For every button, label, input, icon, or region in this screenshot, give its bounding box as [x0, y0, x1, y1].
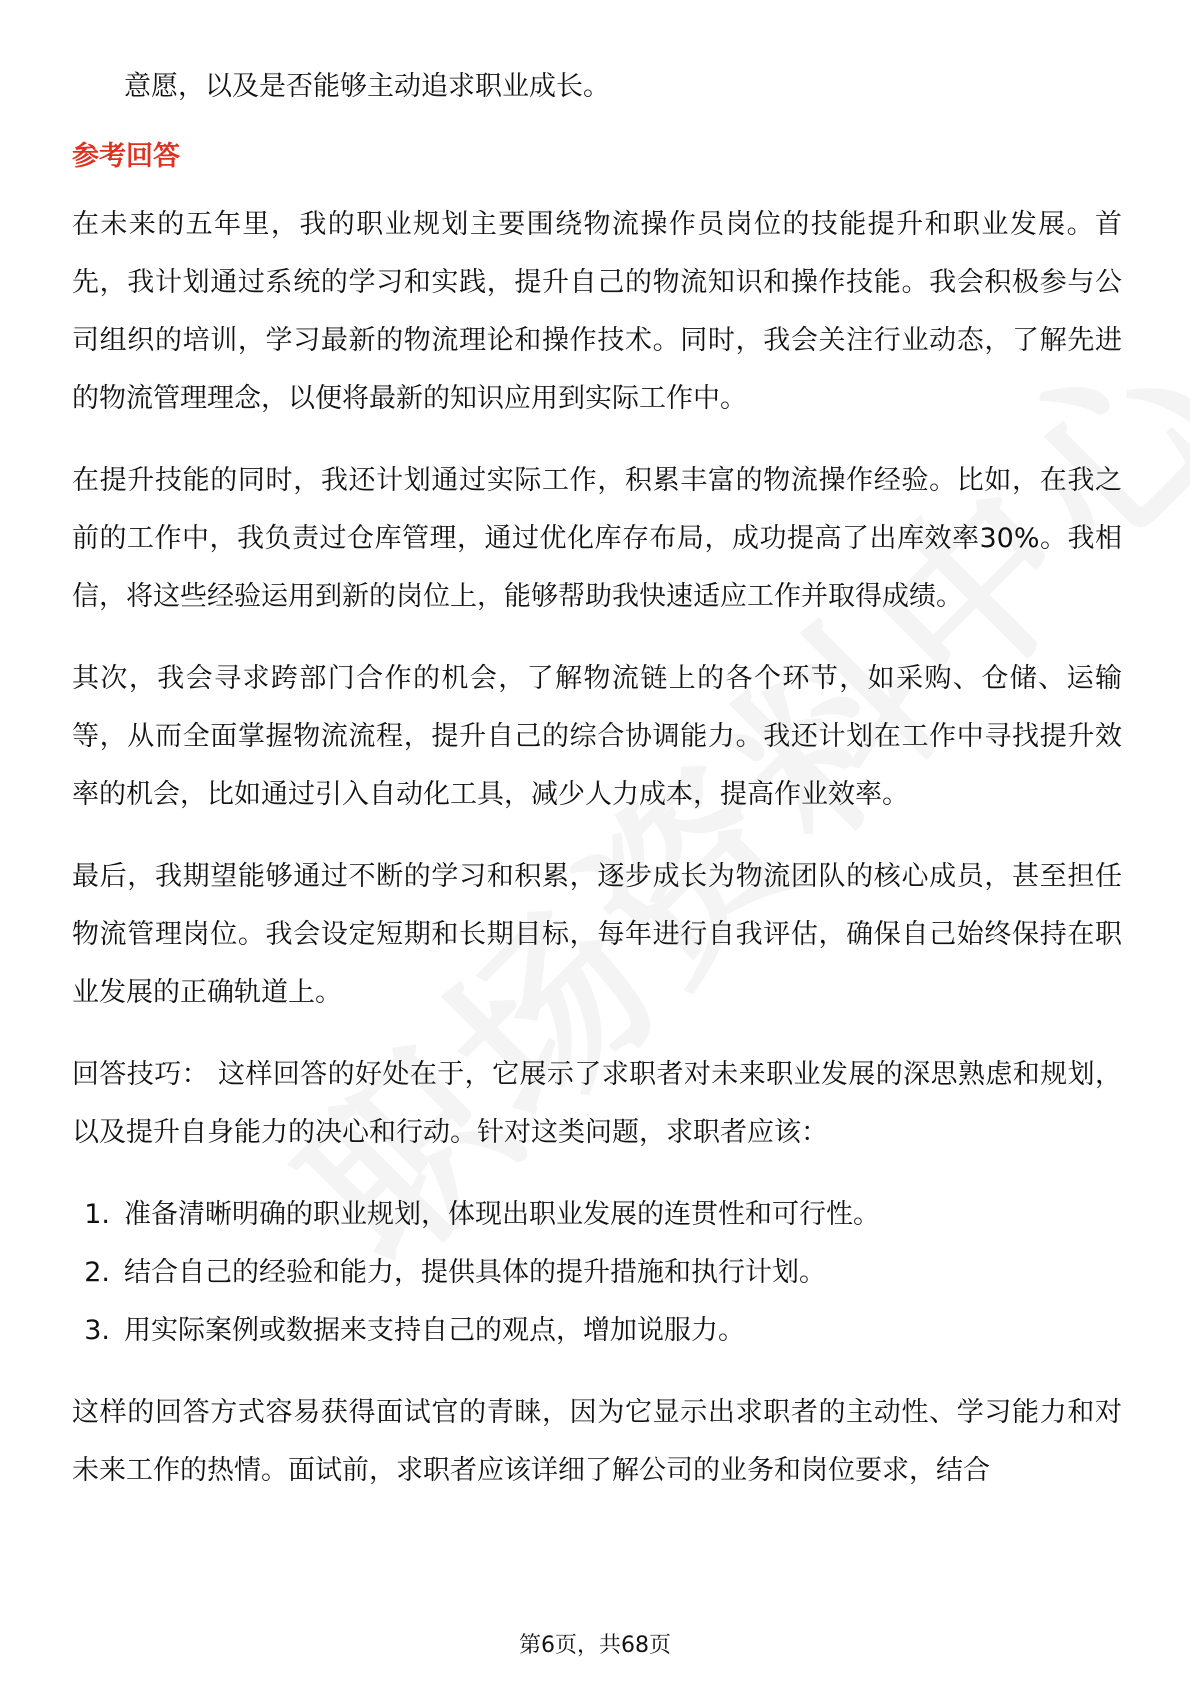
answer-paragraph-4: 最后，我期望能够通过不断的学习和积累，逐步成长为物流团队的核心成员，甚至担任物流管理岗位。我会设定短期和长期目标，每年进行自我评估，确保自己始终保持在职业发展的正确轨道上。 [72, 861, 1122, 1008]
list-item [72, 1302, 1122, 1360]
closing-paragraph: 这样的回答方式容易获得面试官的青睐，因为它显示出求职者的主动性、学习能力和对未来工作的热情。面试前，求职者应该详细了解公司的业务和岗位要求，结合 [72, 1397, 1122, 1486]
page-content [72, 58, 1122, 1524]
tips-intro-paragraph: 回答技巧： 这样回答的好处在于，它展示了求职者对未来职业发展的深思熟虑和规划，以及提升自身能力的决心和行动。针对这类问题，求职者应该： [72, 1059, 1122, 1148]
answer-paragraph-3: 其次，我会寻求跨部门合作的机会，了解物流链上的各个环节，如采购、仓储、运输等，从而全面掌握物流流程，提升自己的综合协调能力。我还计划在工作中寻找提升效率的机会，比如通过引入自动化工具，减少人力成本，提高作业效率。 [72, 663, 1122, 810]
answer-paragraph-2: 在提升技能的同时，我还计划通过实际工作，积累丰富的物流操作经验。比如，在我之前的工作中，我负责过仓库管理，通过优化库存布局，成功提高了出库效率30%。我相信，将这些经验运用到新的岗位上，能够帮助我快速适应工作并取得成绩。 [72, 465, 1122, 612]
list-item-text: 用实际案例或数据来支持自己的观点，增加说服力。 [124, 1315, 745, 1346]
tips-list [72, 1186, 1122, 1360]
list-item [72, 1244, 1122, 1302]
list-item-number: 2. [84, 1257, 110, 1288]
continued-line: 意愿，以及是否能够主动追求职业成长。 [124, 71, 610, 102]
page-number-footer: 第6页，共68页 [519, 1633, 671, 1658]
list-item [72, 1186, 1122, 1244]
list-item-number: 3. [84, 1315, 110, 1346]
answer-paragraph-1: 在未来的五年里，我的职业规划主要围绕物流操作员岗位的技能提升和职业发展。首先，我计划通过系统的学习和实践，提升自己的物流知识和操作技能。我会积极参与公司组织的培训，学习最新的物流理论和操作技术。同时，我会关注行业动态，了解先进的物流管理理念，以便将最新的知识应用到实际工作中。 [72, 209, 1122, 414]
list-item-text: 结合自己的经验和能力，提供具体的提升措施和执行计划。 [124, 1257, 826, 1288]
list-item-number: 1. [84, 1199, 110, 1230]
list-item-text: 准备清晰明确的职业规划，体现出职业发展的连贯性和可行性。 [124, 1199, 880, 1230]
section-heading-reference-answer: 参考回答 [72, 141, 180, 172]
